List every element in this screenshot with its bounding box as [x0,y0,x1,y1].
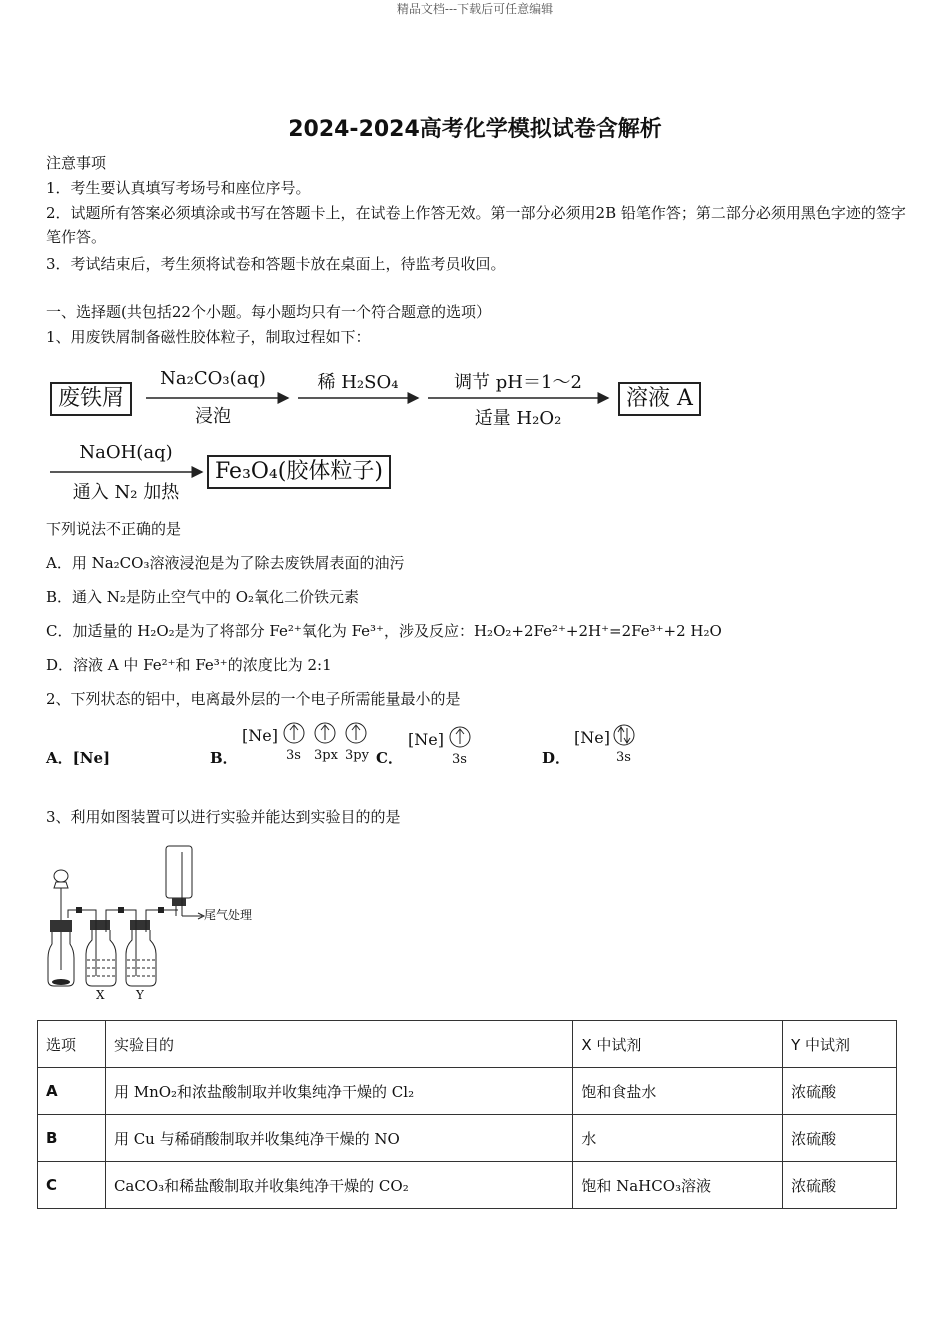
table-cell-x: 饱和食盐水 [573,1068,783,1115]
table-cell-y: 浓硫酸 [783,1162,897,1209]
flow-arrow2-top: 稀 H₂SO₄ [317,372,399,393]
flow-arrow4-top: NaOH(aq) [79,442,173,463]
q2-b-core: [Ne] [242,726,278,745]
section-heading: 一、选择题(共包括22个小题。每小题均只有一个符合题意的选项） [46,303,491,321]
q3-stem: 3、利用如图装置可以进行实验并能达到实验目的的是 [46,808,401,826]
table-cell-x: 饱和 NaHCO₃溶液 [573,1162,783,1209]
table-row [38,1068,897,1115]
notice-item-3: 3．考试结束后，考生须将试卷和答题卡放在桌面上，待监考员收回。 [46,255,506,273]
flow-arrow1-bottom: 浸泡 [195,406,231,427]
q1-option-a: A．用 Na₂CO₃溶液浸泡是为了除去废铁屑表面的油污 [46,554,405,572]
q2-b-label-3s: 3s [286,748,301,763]
q2-option-d: D． [542,749,571,767]
q1-stem: 1、用废铁屑制备磁性胶体粒子，制取过程如下： [46,328,371,346]
table-cell-option: B [38,1115,106,1162]
flow-start-box: 废铁屑 [50,382,132,416]
q2-d-label: 3s [616,750,631,765]
table-cell-y: 浓硫酸 [783,1115,897,1162]
notice-heading: 注意事项 [46,154,107,172]
table-cell-purpose: 用 MnO₂和浓盐酸制取并收集纯净干燥的 Cl₂ [105,1068,572,1115]
flow-arrow4-bottom: 通入 N₂ 加热 [72,482,180,503]
q1-ask: 下列说法不正确的是 [46,520,182,538]
q3-apparatus-figure [40,840,260,1008]
q3-fig-x-label: X [96,988,105,1002]
q2-c-label: 3s [452,752,467,767]
table-cell-option: A [38,1068,106,1115]
table-row [38,1162,897,1209]
q2-option-a: A．[Ne] [46,749,111,767]
q3-table [37,1020,897,1209]
q2-b-label-3px: 3px [314,748,338,763]
q2-stem: 2、下列状态的铝中，电离最外层的一个电子所需能量最小的是 [46,690,461,708]
q2-c-core: [Ne] [408,730,444,749]
table-header-cell: 选项 [38,1021,106,1068]
table-header-cell: Y 中试剂 [783,1021,897,1068]
table-header-cell: 实验目的 [105,1021,572,1068]
page-title: 2024-2024高考化学模拟试卷含解析 [288,117,662,142]
table-cell-option: C [38,1162,106,1209]
table-cell-x: 水 [573,1115,783,1162]
page-header: 精品文档---下载后可任意编辑 [396,2,554,16]
q2-b-orbitals [282,720,372,748]
flow-arrows-svg [0,0,950,520]
flow-mid-box: 溶液 A [618,382,701,416]
q2-option-b: B． [210,749,238,767]
table-header-cell: X 中试剂 [573,1021,783,1068]
flow-arrow3-top: 调节 pH＝1～2 [454,372,582,393]
notice-item-2: 2．试题所有答案必须填涂或书写在答题卡上，在试卷上作答无效。第一部分必须用2B 铅笔作答；第二部分必须用黑色字迹的签字笔作答。 [46,204,906,246]
q2-d-core: [Ne] [574,728,610,747]
q1-option-d: D．溶液 A 中 Fe²⁺和 Fe³⁺的浓度比为 2:1 [46,656,332,674]
flow-arrow1-top: Na₂CO₃(aq) [160,368,266,389]
flow-arrow3-bottom: 适量 H₂O₂ [474,408,562,429]
q2-c-orbital [448,724,474,752]
q3-fig-y-label: Y [136,988,144,1002]
q2-d-orbital [612,722,638,750]
table-header-row [38,1021,897,1068]
q1-option-b: B．通入 N₂是防止空气中的 O₂氧化二价铁元素 [46,588,360,606]
table-row [38,1115,897,1162]
q1-option-c: C．加适量的 H₂O₂是为了将部分 Fe²⁺氧化为 Fe³⁺，涉及反应：H₂O₂+2Fe²⁺+2H⁺=2Fe³⁺+2 H₂O [46,622,722,640]
table-cell-purpose: 用 Cu 与稀硝酸制取并收集纯净干燥的 NO [105,1115,572,1162]
q3-fig-tail-label: 尾气处理 [204,908,253,922]
flow-end-box: Fe₃O₄(胶体粒子) [207,455,391,489]
q2-b-label-3py: 3py [345,748,369,763]
notice-item-1: 1．考生要认真填写考场号和座位序号。 [46,179,311,197]
q2-option-c: C． [376,749,403,767]
table-cell-purpose: CaCO₃和稀盐酸制取并收集纯净干燥的 CO₂ [105,1162,572,1209]
table-cell-y: 浓硫酸 [783,1068,897,1115]
